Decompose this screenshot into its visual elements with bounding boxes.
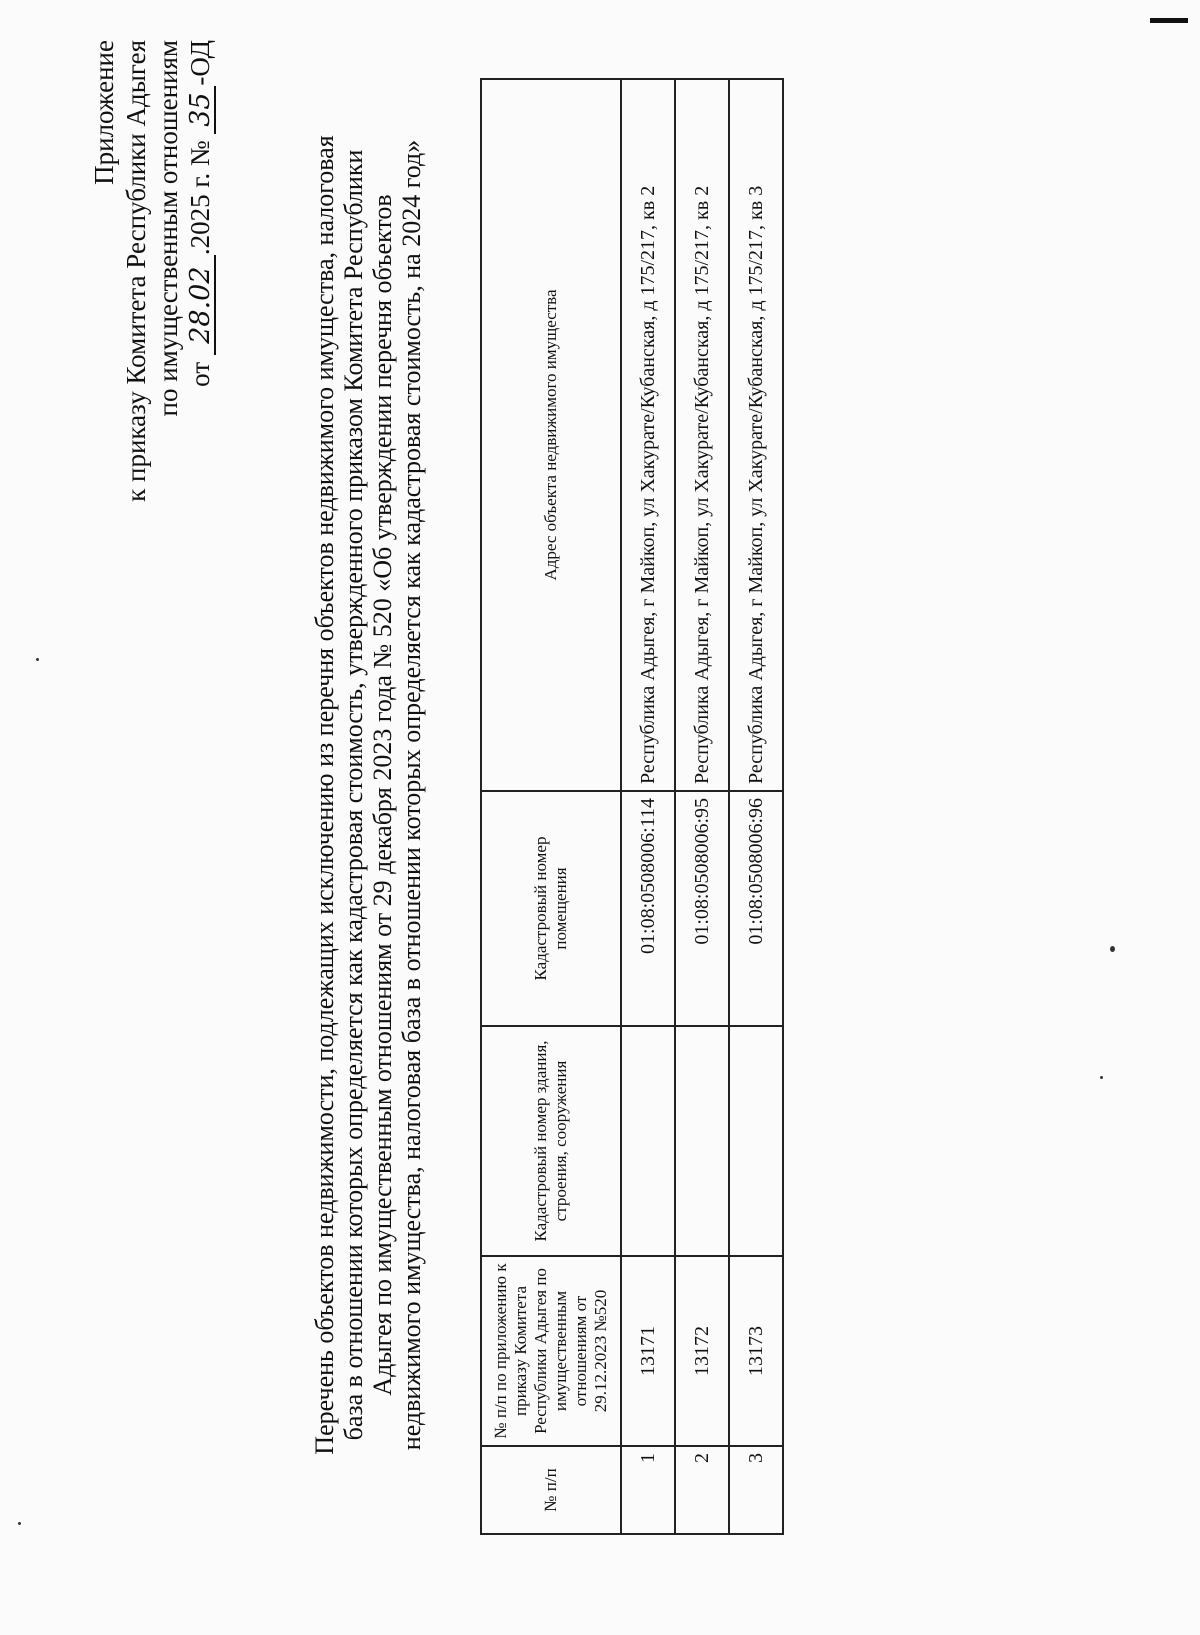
room-cadastral-number: 01:08:0508006:96 bbox=[729, 791, 783, 1026]
room-cadastral-number: 01:08:0508006:114 bbox=[621, 791, 675, 1026]
property-address: Республика Адыгея, г Майкоп, ул Хакурате/Кубанская, д 175/217, кв 2 bbox=[675, 79, 729, 791]
property-address: Республика Адыгея, г Майкоп, ул Хакурате/Кубанская, д 175/217, кв 2 bbox=[621, 79, 675, 791]
column-header-room-cadastral: Кадастровый номер помещения bbox=[481, 791, 621, 1026]
property-address: Республика Адыгея, г Майкоп, ул Хакурате/Кубанская, д 175/217, кв 3 bbox=[729, 79, 783, 791]
handwritten-date: 28.02 bbox=[188, 255, 216, 355]
building-cadastral-number bbox=[621, 1026, 675, 1256]
handwritten-order-number: 35 bbox=[188, 86, 216, 134]
row-number: 2 bbox=[675, 1446, 729, 1534]
appendix-number: 13171 bbox=[621, 1256, 675, 1446]
appendix-number: 13173 bbox=[729, 1256, 783, 1446]
order-date-line bbox=[184, 40, 216, 740]
order-year: .2025 г. № bbox=[185, 140, 215, 256]
column-header-idx: № п/п bbox=[481, 1446, 621, 1534]
column-header-address: Адрес объекта недвижимого имущества bbox=[481, 79, 621, 791]
property-table bbox=[480, 78, 784, 1535]
table-row bbox=[621, 79, 675, 1534]
building-cadastral-number bbox=[675, 1026, 729, 1256]
document-title: Перечень объектов недвижимости, подлежащих исключению из перечня объектов недвижимого имущества, налоговая база в отношении которых определяется как кадастровая стоимость, утвержденного приказом Комитета Республики Адыгея по имущественным отношениям от 29 декабря 2023 года № 520 «Об утверждении перечня объектов недвижимого имущества, налоговая база в отношении которых определяется как кадастровая стоимость, на 2024 год» bbox=[310, 135, 426, 1455]
appendix-header bbox=[88, 40, 216, 740]
date-prefix: от bbox=[185, 361, 215, 387]
appendix-number: 13172 bbox=[675, 1256, 729, 1446]
column-header-building-cadastral: Кадастровый номер здания, строения, сооружения bbox=[481, 1026, 621, 1256]
table-header-row bbox=[481, 79, 621, 1534]
appendix-label: Приложение bbox=[89, 40, 119, 185]
row-number: 3 bbox=[729, 1446, 783, 1534]
building-cadastral-number bbox=[729, 1026, 783, 1256]
order-reference-line: к приказу Комитета Республики Адыгея bbox=[121, 40, 151, 502]
room-cadastral-number: 01:08:0508006:95 bbox=[675, 791, 729, 1026]
order-reference-line: по имущественным отношениям bbox=[153, 40, 183, 417]
column-header-appendix: № п/п по приложению к приказу Комитета Республики Адыгея по имущественным отношениям от 29.12.2023 №520 bbox=[481, 1256, 621, 1446]
row-number: 1 bbox=[621, 1446, 675, 1534]
table-row bbox=[675, 79, 729, 1534]
order-number-suffix: -ОД bbox=[185, 40, 215, 86]
table-row bbox=[729, 79, 783, 1534]
